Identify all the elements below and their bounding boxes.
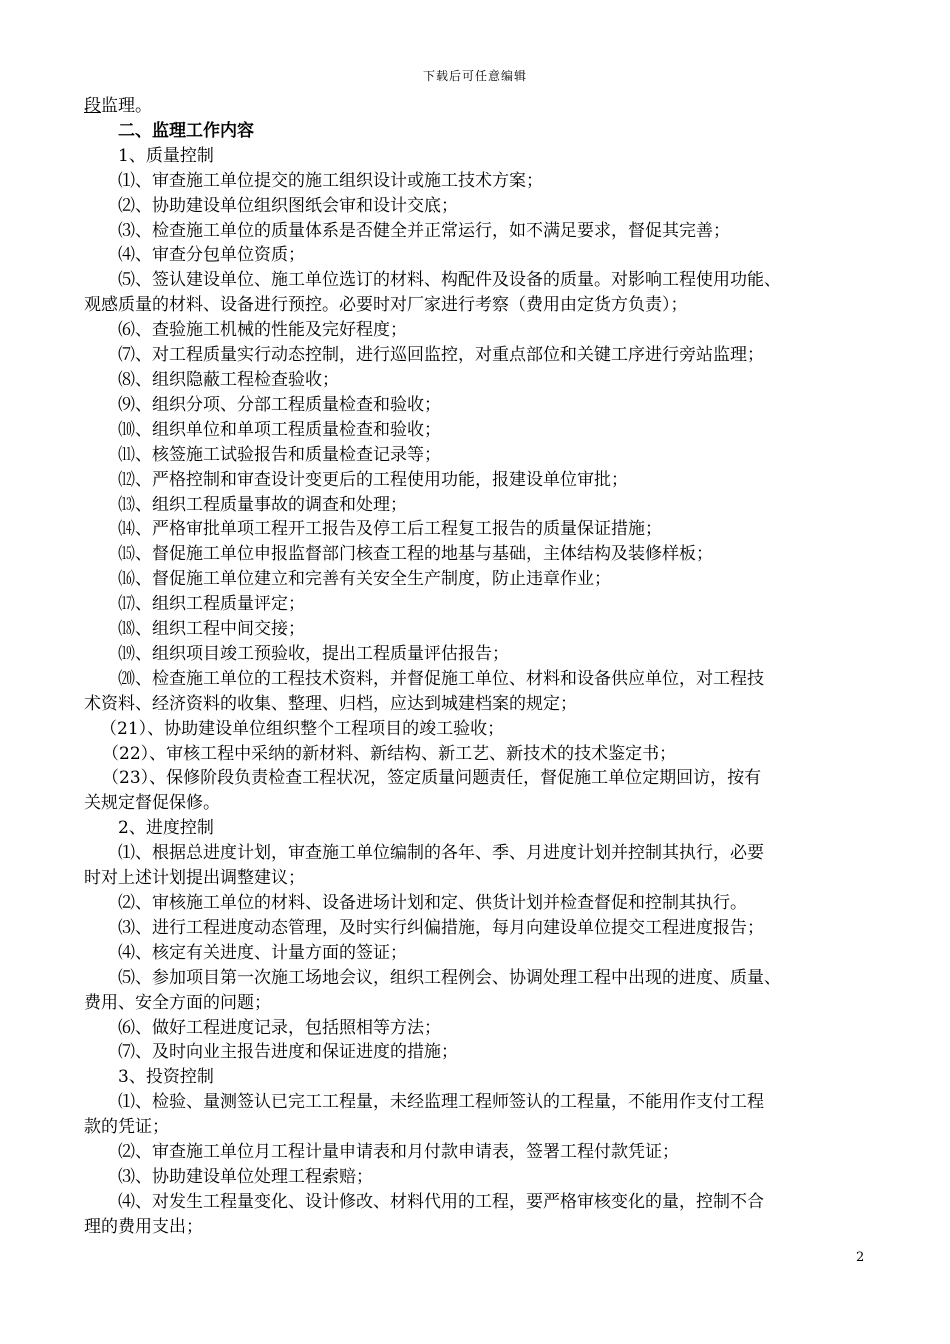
- list-item: ⑷、核定有关进度、计量方面的签证；: [118, 942, 407, 963]
- list-item: ⑵、审查施工单位月工程计量申请表和月付款申请表，签署工程付款凭证；: [118, 1142, 679, 1163]
- paragraph-line: [84, 94, 884, 119]
- list-item: ⑷、审查分包单位资质；: [118, 245, 305, 266]
- list-item: ⒅、组织工程中间交接；: [118, 619, 305, 640]
- underlined-text: 段: [84, 96, 101, 116]
- subsection-heading: 2、进度控制: [118, 818, 214, 839]
- list-item: ⑶、进行工程进度动态管理，及时实行纠偏措施，每月向建设单位提交工程进度报告；: [118, 917, 764, 938]
- list-item-continuation: 时对上述计划提出调整建议；: [84, 868, 305, 889]
- list-item: ⑸、签认建设单位、施工单位选订的材料、构配件及设备的质量。对影响工程使用功能、: [118, 270, 781, 291]
- list-item-continuation: 观感质量的材料、设备进行预控。必要时对厂家进行考察（费用由定货方负责）；: [84, 295, 688, 316]
- list-item-continuation: 费用、安全方面的问题；: [84, 992, 271, 1013]
- list-item: ⑼、组织分项、分部工程质量检查和验收；: [118, 394, 441, 415]
- list-item: ⑹、做好工程进度记录，包括照相等方法；: [118, 1017, 441, 1038]
- list-item: ⑶、检查施工单位的质量体系是否健全并正常运行，如不满足要求，督促其完善；: [118, 220, 730, 241]
- list-item: ⑴、根据总进度计划，审查施工单位编制的各年、季、月进度计划并控制其执行，必要: [118, 843, 764, 864]
- page-header: 下载后可任意编辑: [422, 69, 527, 83]
- list-item-continuation: 理的费用支出；: [84, 1216, 203, 1237]
- list-item: ⑴、审查施工单位提交的施工组织设计或施工技术方案；: [118, 170, 543, 191]
- list-item: （22）、审核工程中采纳的新材料、新结构、新工艺、新技术的技术鉴定书；: [102, 743, 677, 764]
- list-item: ⑵、协助建设单位组织图纸会审和设计交底；: [118, 195, 458, 216]
- list-item: （23）、保修阶段负责检查工程状况，签定质量问题责任，督促施工单位定期回访，按有: [102, 768, 762, 789]
- list-item: ⒆、组织项目竣工预验收，提出工程质量评估报告；: [118, 643, 509, 664]
- list-item: ⑴、检验、量测签认已完工工程量，未经监理工程师签认的工程量，不能用作支付工程: [118, 1092, 764, 1113]
- page-number: 2: [856, 1250, 865, 1265]
- list-item: ⒁、严格审批单项工程开工报告及停工后工程复工报告的质量保证措施；: [118, 519, 662, 540]
- list-item: （21）、协助建设单位组织整个工程项目的竣工验收；: [100, 718, 505, 739]
- list-item: ⑽、组织单位和单项工程质量检查和验收；: [118, 419, 441, 440]
- line-text: 监理。: [101, 96, 152, 116]
- list-item: ⑶、协助建设单位处理工程索赔；: [118, 1166, 373, 1187]
- list-item: ⑷、对发生工程量变化、设计修改、材料代用的工程，要严格审核变化的量，控制不合: [118, 1191, 764, 1212]
- list-item: ⒇、检查施工单位的工程技术资料，并督促施工单位、材料和设备供应单位，对工程技: [118, 668, 764, 689]
- list-item: ⒄、组织工程质量评定；: [118, 594, 305, 615]
- subsection-heading: 3、投资控制: [118, 1067, 214, 1088]
- list-item: ⒂、督促施工单位申报监督部门核查工程的地基与基础，主体结构及装修样板；: [118, 544, 713, 565]
- list-item: ⒃、督促施工单位建立和完善有关安全生产制度，防止违章作业；: [118, 569, 611, 590]
- subsection-heading: 1、质量控制: [118, 145, 214, 166]
- list-item-continuation: 术资料、经济资料的收集、整理、归档，应达到城建档案的规定；: [84, 693, 577, 714]
- list-item: ⑻、组织隐蔽工程检查验收；: [118, 369, 339, 390]
- list-item: ⑿、严格控制和审查设计变更后的工程使用功能，报建设单位审批；: [118, 469, 628, 490]
- list-item-continuation: 款的凭证；: [84, 1117, 169, 1138]
- list-item-continuation: 关规定督促保修。: [84, 793, 220, 814]
- list-item: ⑵、审核施工单位的材料、设备进场计划和定、供货计划并检查督促和控制其执行。: [118, 893, 747, 913]
- section-heading: 二、监理工作内容: [118, 120, 254, 141]
- document-body: [84, 94, 884, 1240]
- list-item: ⑺、及时向业主报告进度和保证进度的措施；: [118, 1042, 458, 1063]
- list-item: ⒀、组织工程质量事故的调查和处理；: [118, 494, 407, 515]
- list-item: ⑺、对工程质量实行动态控制，进行巡回监控，对重点部位和关键工序进行旁站监理；: [118, 345, 764, 366]
- list-item: ⑸、参加项目第一次施工场地会议，组织工程例会、协调处理工程中出现的进度、质量、: [118, 967, 781, 988]
- list-item: ⑹、查验施工机械的性能及完好程度；: [118, 320, 407, 341]
- list-item: ⑾、核签施工试验报告和质量检查记录等；: [118, 444, 441, 465]
